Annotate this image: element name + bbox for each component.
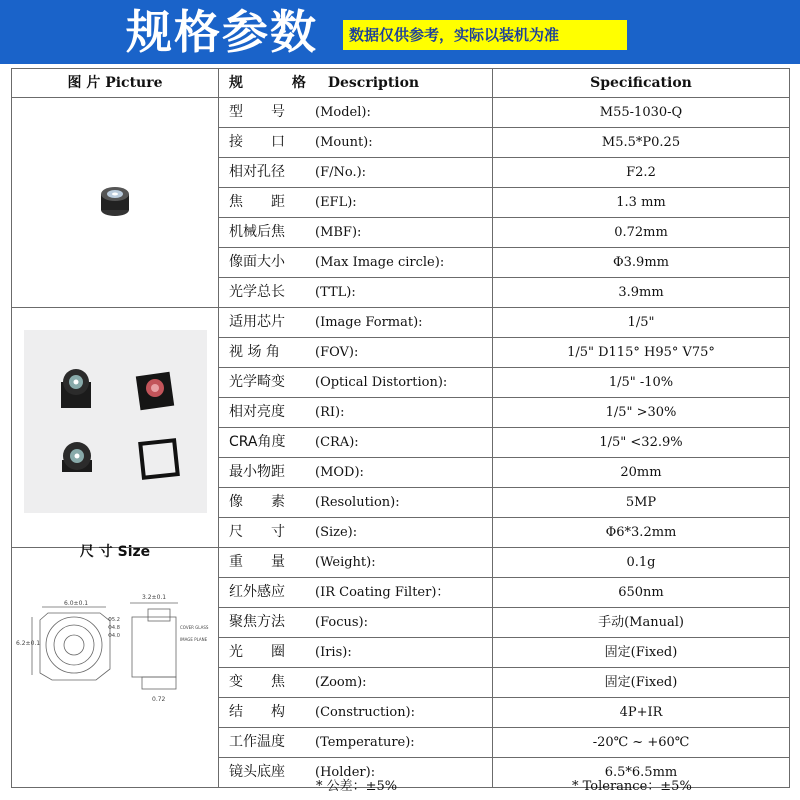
param-description: (Mount): — [315, 135, 373, 150]
param-name: 适用芯片 — [229, 314, 285, 330]
spec-cn-label: 规 格 — [229, 75, 328, 91]
param-name: 结 构 — [229, 704, 285, 720]
param-cell — [219, 428, 493, 458]
tolerance-cn: * 公差：±5% — [316, 779, 398, 794]
side-label-2: IMAGE PLANE — [180, 637, 208, 642]
param-description: (Max Image circle): — [315, 255, 445, 270]
dim-r2: Φ4.8 — [108, 625, 120, 631]
param-cell — [219, 308, 493, 338]
param-name: 工作温度 — [229, 734, 285, 750]
param-description: (RI): — [315, 405, 345, 420]
param-value: 4P+IR — [493, 698, 790, 728]
param-name: 像 素 — [229, 494, 285, 510]
param-description: (F/No.): — [315, 165, 367, 180]
param-cell — [219, 728, 493, 758]
param-name: 变 焦 — [229, 674, 285, 690]
param-value: 手动(Manual) — [493, 608, 790, 638]
param-name: 镜头底座 — [229, 764, 285, 780]
param-name: 光学总长 — [229, 284, 285, 300]
param-cell — [219, 548, 493, 578]
param-description: (Focus): — [315, 615, 368, 630]
param-description: (Temperature): — [315, 735, 415, 750]
dim-left: 6.2±0.1 — [16, 640, 41, 647]
param-name: CRA角度 — [229, 434, 286, 450]
param-name: 尺 寸 — [229, 524, 285, 540]
param-value: Φ3.9mm — [493, 248, 790, 278]
param-name: 重 量 — [229, 554, 285, 570]
param-description: (Model): — [315, 105, 371, 120]
param-description: (Size): — [315, 525, 358, 540]
param-cell — [219, 608, 493, 638]
param-description: (TTL): — [315, 285, 356, 300]
param-description: (Resolution): — [315, 495, 400, 510]
param-value: M5.5*P0.25 — [493, 128, 790, 158]
param-description: (CRA): — [315, 435, 359, 450]
param-name: 光学畸变 — [229, 374, 285, 390]
param-cell — [219, 128, 493, 158]
param-name: 相对亮度 — [229, 404, 285, 420]
param-value: 1/5" D115° H95° V75° — [493, 338, 790, 368]
size-drawing-area — [12, 539, 218, 772]
side-bottom-dim: 0.72 — [152, 696, 166, 703]
param-value: 3.9mm — [493, 278, 790, 308]
param-cell — [219, 488, 493, 518]
param-value: -20℃ ~ +60℃ — [493, 728, 790, 758]
param-description: (Weight): — [315, 555, 376, 570]
param-cell — [219, 578, 493, 608]
param-cell — [219, 188, 493, 218]
param-value: 1/5" <32.9% — [493, 428, 790, 458]
description-label: Description — [327, 75, 420, 91]
param-name: 焦 距 — [229, 194, 285, 210]
param-value: 1.3 mm — [493, 188, 790, 218]
param-value: 0.1g — [493, 548, 790, 578]
param-cell — [219, 638, 493, 668]
param-cell — [219, 668, 493, 698]
disclaimer-note: 数据仅供参考，实际以装机为准 — [343, 20, 627, 50]
param-value: 0.72mm — [493, 218, 790, 248]
tolerance-en: * Tolerance：±5% — [572, 779, 692, 794]
param-value: M55-1030-Q — [493, 98, 790, 128]
param-name: 视 场 角 — [229, 344, 280, 360]
param-description: (Construction): — [315, 705, 416, 720]
param-name: 像面大小 — [229, 254, 285, 270]
dim-r1: Φ5.2 — [108, 617, 120, 623]
param-name: 红外感应 — [229, 584, 285, 600]
param-description: (Holder): — [315, 765, 376, 780]
param-name: 相对孔径 — [229, 164, 285, 180]
param-cell — [219, 698, 493, 728]
param-cell — [219, 278, 493, 308]
param-description: (Zoom): — [315, 675, 367, 690]
param-cell — [219, 398, 493, 428]
param-name: 最小物距 — [229, 464, 285, 480]
param-description: (MBF): — [315, 225, 362, 240]
dim-r3: Φ4.0 — [108, 633, 120, 639]
param-description: (Optical Distortion): — [315, 375, 448, 390]
param-description: (Iris): — [315, 645, 352, 660]
param-value: 20mm — [493, 458, 790, 488]
param-value: 固定(Fixed) — [493, 668, 790, 698]
table-header-row — [12, 69, 790, 98]
description-header — [219, 69, 493, 98]
param-name: 机械后焦 — [229, 224, 285, 240]
param-name: 接 口 — [229, 134, 285, 150]
param-cell — [219, 218, 493, 248]
lens-photo-1 — [12, 98, 218, 304]
param-name: 光 圈 — [229, 644, 285, 660]
lens-photo-2 — [24, 330, 207, 513]
picture-header: 图 片 Picture — [12, 69, 219, 98]
param-cell — [219, 98, 493, 128]
param-value: 固定(Fixed) — [493, 638, 790, 668]
side-label-1: COVER GLASS — [180, 625, 209, 630]
param-value: 650nm — [493, 578, 790, 608]
param-description: (EFL): — [315, 195, 357, 210]
dim-top: 6.0±0.1 — [64, 600, 89, 607]
param-cell — [219, 158, 493, 188]
size-label: 尺 寸 Size — [79, 544, 151, 560]
title-banner — [0, 0, 800, 64]
page-title: 规格参数 — [126, 5, 318, 59]
side-top-dim: 3.2±0.1 — [142, 594, 167, 601]
param-name: 型 号 — [229, 104, 285, 120]
param-description: (Image Format): — [315, 315, 423, 330]
param-value: 5MP — [493, 488, 790, 518]
param-value: 1/5" >30% — [493, 398, 790, 428]
param-description: (MOD): — [315, 465, 364, 480]
param-description: (IR Coating Filter)： — [315, 585, 450, 600]
param-value: 1/5" — [493, 308, 790, 338]
param-value: 6.5*6.5mm — [493, 758, 790, 788]
param-cell — [219, 248, 493, 278]
specification-header: Specification — [493, 69, 790, 98]
param-cell — [219, 338, 493, 368]
param-cell — [219, 458, 493, 488]
param-value: F2.2 — [493, 158, 790, 188]
param-cell — [219, 518, 493, 548]
param-value: Φ6*3.2mm — [493, 518, 790, 548]
param-name: 聚焦方法 — [229, 614, 285, 630]
param-description: (FOV): — [315, 345, 359, 360]
param-cell — [219, 368, 493, 398]
param-value: 1/5" -10% — [493, 368, 790, 398]
